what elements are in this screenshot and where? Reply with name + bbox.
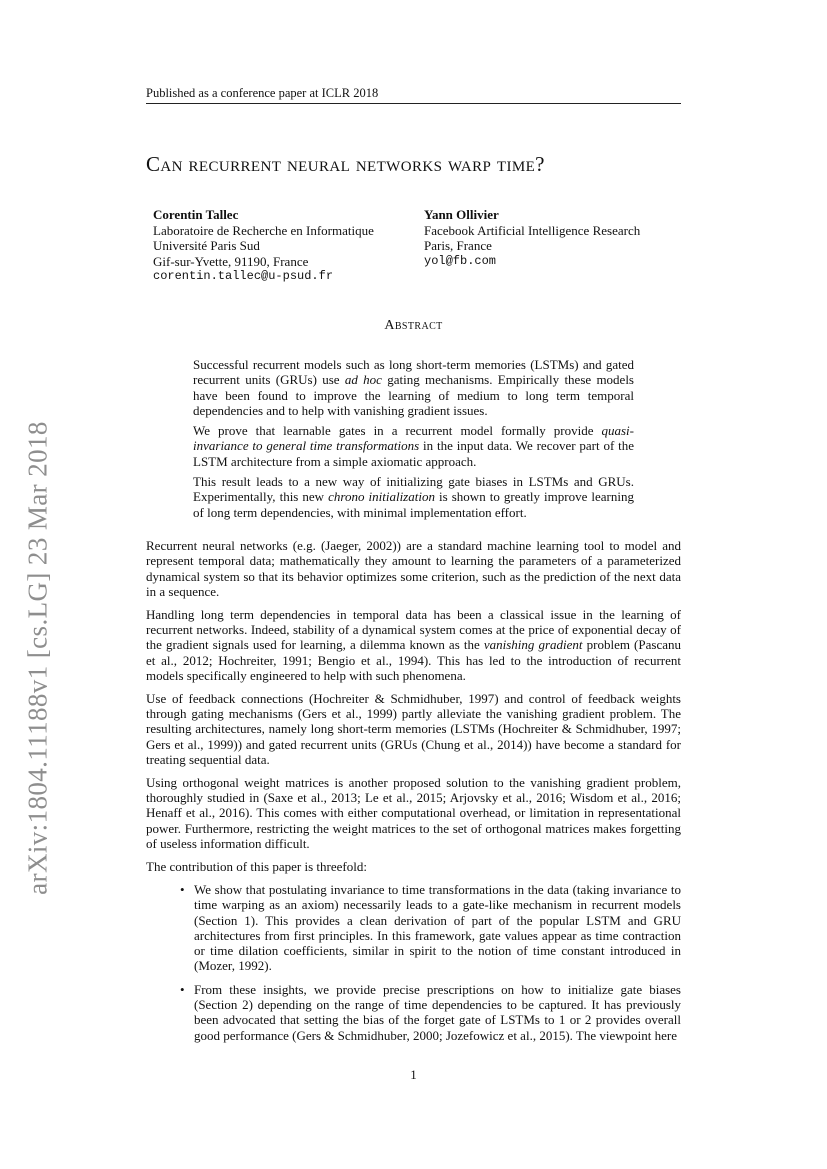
list-item-text: From these insights, we provide precise prescriptions on how to initialize gate biases (Section 2) depending on the range of time dependencies to be captured. It has previously been advocated that setting the bias of the forget gate of LSTMs to 1 or 2 provides overall good performance (Gers & Schmidhuber, 2000; Jozefowicz et al., 2015). The viewpoint here xyxy=(194,981,681,1043)
author-block-1 xyxy=(153,207,403,285)
abstract-paragraph: We prove that learnable gates in a recurrent model formally provide quasi-invariance to general time transformations in the input data. We recover part of the LSTM architecture from a simple axiomatic approach. xyxy=(193,423,634,469)
body-paragraph: Use of feedback connections (Hochreiter & Schmidhuber, 1997) and control of feedback weights through gating mechanisms (Gers et al., 1999) partly alleviate the vanishing gradient problem. The resulting architectures, namely long short-term memories (LSTMs (Hochreiter & Schmidhuber, 1997; Gers et al., 1999)) and gated recurrent units (GRUs (Chung et al., 2014)) have become a standard for treating sequential data. xyxy=(146,690,681,767)
emphasis-text: vanishing gradient xyxy=(483,637,583,653)
main-body xyxy=(146,538,681,1051)
author-affiliation-line: Facebook Artificial Intelligence Research xyxy=(424,222,641,238)
emphasis-text: ad hoc xyxy=(344,372,382,388)
author-affiliation-line: Laboratoire de Recherche en Informatique xyxy=(153,222,374,238)
paper-title: Can recurrent neural networks warp time? xyxy=(146,152,545,176)
bullet-icon: • xyxy=(180,881,185,897)
author-email: corentin.tallec@u-psud.fr xyxy=(153,269,334,283)
page-number: 1 xyxy=(410,1067,417,1082)
bullet-icon: • xyxy=(180,981,185,997)
body-paragraph: The contribution of this paper is threefold: xyxy=(146,858,367,874)
running-header: Published as a conference paper at ICLR 2018 xyxy=(146,86,681,104)
author-affiliation-line: Gif-sur-Yvette, 91190, France xyxy=(153,253,309,269)
list-item xyxy=(180,881,681,974)
contribution-list xyxy=(146,882,681,1043)
abstract-body xyxy=(193,357,634,525)
body-paragraph: Using orthogonal weight matrices is another proposed solution to the vanishing gradient problem, thoroughly studied in (Saxe et al., 2013; Le et al., 2015; Arjovsky et al., 2016; Wisdom et al., 2016; Henaff et al., 2016). This comes with either computational overhead, or limitation in representational power. Furthermore, restricting the weight matrices to the set of orthogonal matrices makes forgetting of useless information difficult. xyxy=(146,774,681,851)
emphasis-text: chrono initialization xyxy=(328,489,435,505)
abstract-heading: Abstract xyxy=(384,318,443,333)
abstract-paragraph: This result leads to a new way of initializing gate biases in LSTMs and GRUs. Experimentally, this new chrono initialization is shown to greatly improve learning of long term dependencies, with minimal implementation effort. xyxy=(193,474,634,520)
list-item xyxy=(180,981,681,1043)
body-paragraph: Handling long term dependencies in temporal data has been a classical issue in the learning of recurrent networks. Indeed, stability of a dynamical system comes at the price of exponential decay of the gradient signals used for learning, a dilemma known as the vanishing gradient problem (Pascanu et al., 2012; Hochreiter, 1991; Bengio et al., 1994). This has led to the introduction of recurrent models specifically engineered to help with such phenomena. xyxy=(146,606,681,683)
author-affiliation-line: Paris, France xyxy=(424,238,492,253)
abstract-paragraph: Successful recurrent models such as long short-term memories (LSTMs) and gated recurrent units (GRUs) use ad hoc gating mechanisms. Empirically these models have been found to improve the learning of medium to long term temporal dependencies and to help with vanishing gradient issues. xyxy=(193,357,634,418)
body-paragraph: Recurrent neural networks (e.g. (Jaeger, 2002)) are a standard machine learning tool to model and represent temporal data; mathematically they amount to learning the parameters of a parameterized dynamical system so that its behavior optimizes some criterion, such as the prediction of the next data in a sequence. xyxy=(146,538,681,599)
author-name: Yann Ollivier xyxy=(424,207,499,222)
author-name: Corentin Tallec xyxy=(153,207,239,222)
author-affiliation-line: Université Paris Sud xyxy=(153,238,260,253)
arxiv-stamp-text: arXiv:1804.11188v1 [cs.LG] 23 Mar 2018 xyxy=(22,421,53,895)
author-email: yol@fb.com xyxy=(424,253,497,268)
author-block-2 xyxy=(424,207,684,269)
emphasis-text: quasi-invariance to general time transformations xyxy=(193,423,634,454)
list-item-text: We show that postulating invariance to time transformations in the data (taking invariance to time warping as an axiom) necessarily leads to a gate-like mechanism in recurrent models (Section 1). This provides a clean derivation of part of the popular LSTM and GRU architectures from first principles. In this framework, gate values appear as time contraction or time dilation coefficients, similar in spirit to the notion of time constant introduced in (Mozer, 1992). xyxy=(194,881,681,974)
